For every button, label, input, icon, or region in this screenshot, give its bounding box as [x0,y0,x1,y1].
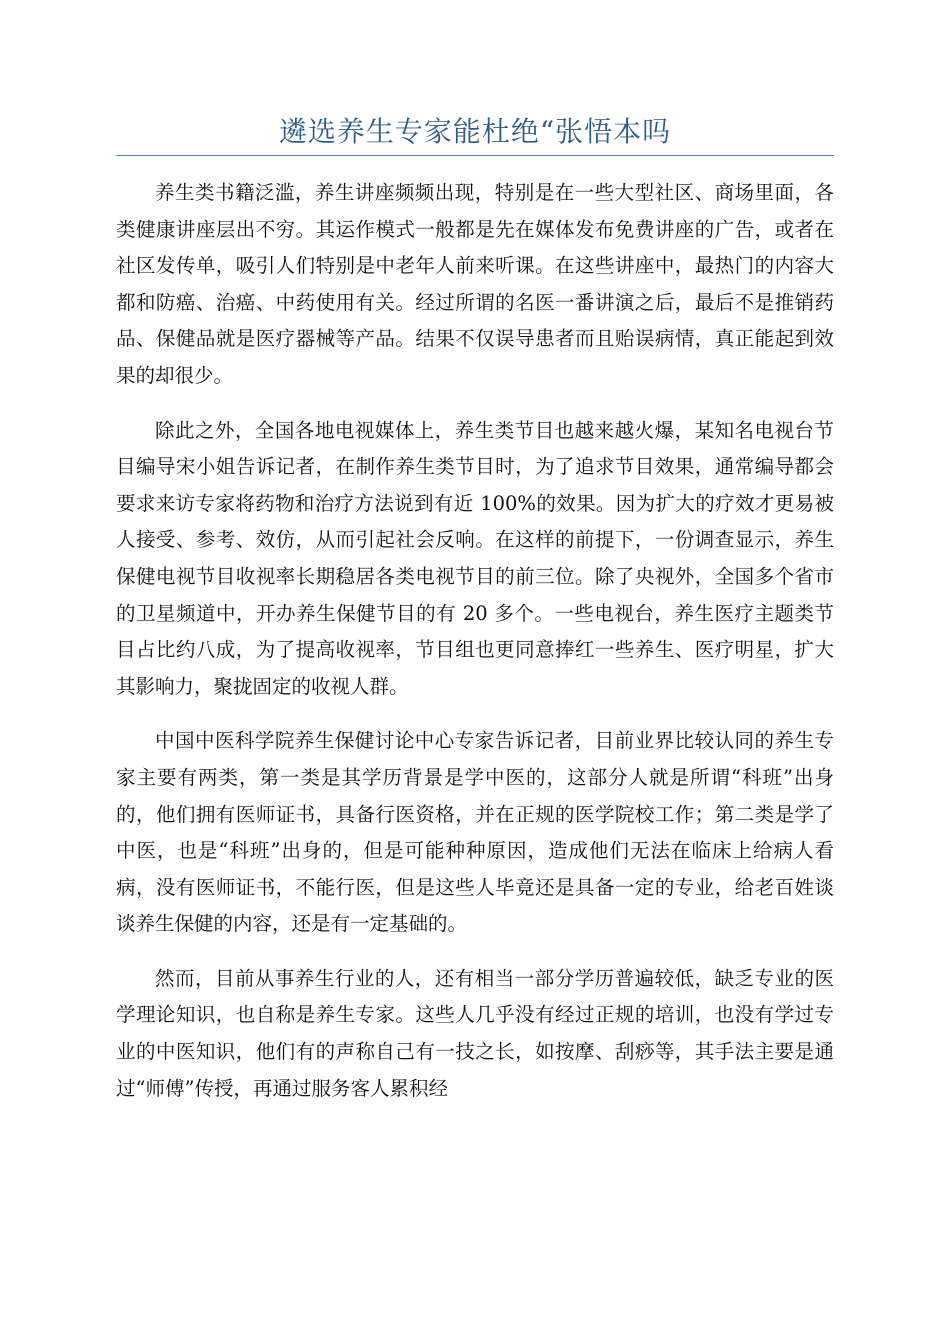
title-underline [116,155,834,156]
paragraph-4: 然而，目前从事养生行业的人，还有相当一部分学历普遍较低，缺乏专业的医学理论知识，也自称是养生专家。这些人几乎没有经过正规的培训，也没有学过专业的中医知识，他们有的声称自己有一技之长，如按摩、刮痧等，其手法主要是通过“师傅”传授，再通过服务客人累积经 [116,966,834,1100]
paragraph-3: 中国中医科学院养生保健讨论中心专家告诉记者，目前业界比较认同的养生专家主要有两类，第一类是其学历背景是学中医的，这部分人就是所谓“科班”出身的，他们拥有医师证书，具备行医资格，并在正规的医学院校工作；第二类是学了中医，也是“科班”出身的，但是可能种种原因，造成他们无法在临床上给病人看病，没有医师证书，不能行医，但是这些人毕竟还是具备一定的专业，给老百姓谈谈养生保健的内容，还是有一定基础的。 [116,729,834,936]
paragraph-2: 除此之外，全国各地电视媒体上，养生类节目也越来越火爆，某知名电视台节目编导宋小姐告诉记者，在制作养生类节目时，为了追求节目效果，通常编导都会要求来访专家将药物和治疗方法说到有近 100%的效果。因为扩大的疗效才更易被人接受、参考、效仿，从而引起社会反响。在这样的前提下，一份调查显示，养生保健电视节目收视率长期稳居各类电视节目的前三位。除了央视外，全国多个省市的卫星频道中，开办养生保健节目的有 20 多个。一些电视台，养生医疗主题类节目占比约八成，为了提高收视率，节目组也更同意捧红一些养生、医疗明星，扩大其影响力，聚拢固定的收视人群。 [116,418,834,698]
document-title: 遴选养生专家能杜绝“张悟本吗 [278,115,672,148]
document-body [116,175,834,1125]
paragraph-1: 养生类书籍泛滥，养生讲座频频出现，特别是在一些大型社区、商场里面，各类健康讲座层出不穷。其运作模式一般都是先在媒体发布免费讲座的广告，或者在社区发传单，吸引人们特别是中老年人前来听课。在这些讲座中，最热门的内容大都和防癌、治癌、中药使用有关。经过所谓的名医一番讲演之后，最后不是推销药品、保健品就是医疗器械等产品。结果不仅误导患者而且贻误病情，真正能起到效果的却很少。 [116,181,834,387]
